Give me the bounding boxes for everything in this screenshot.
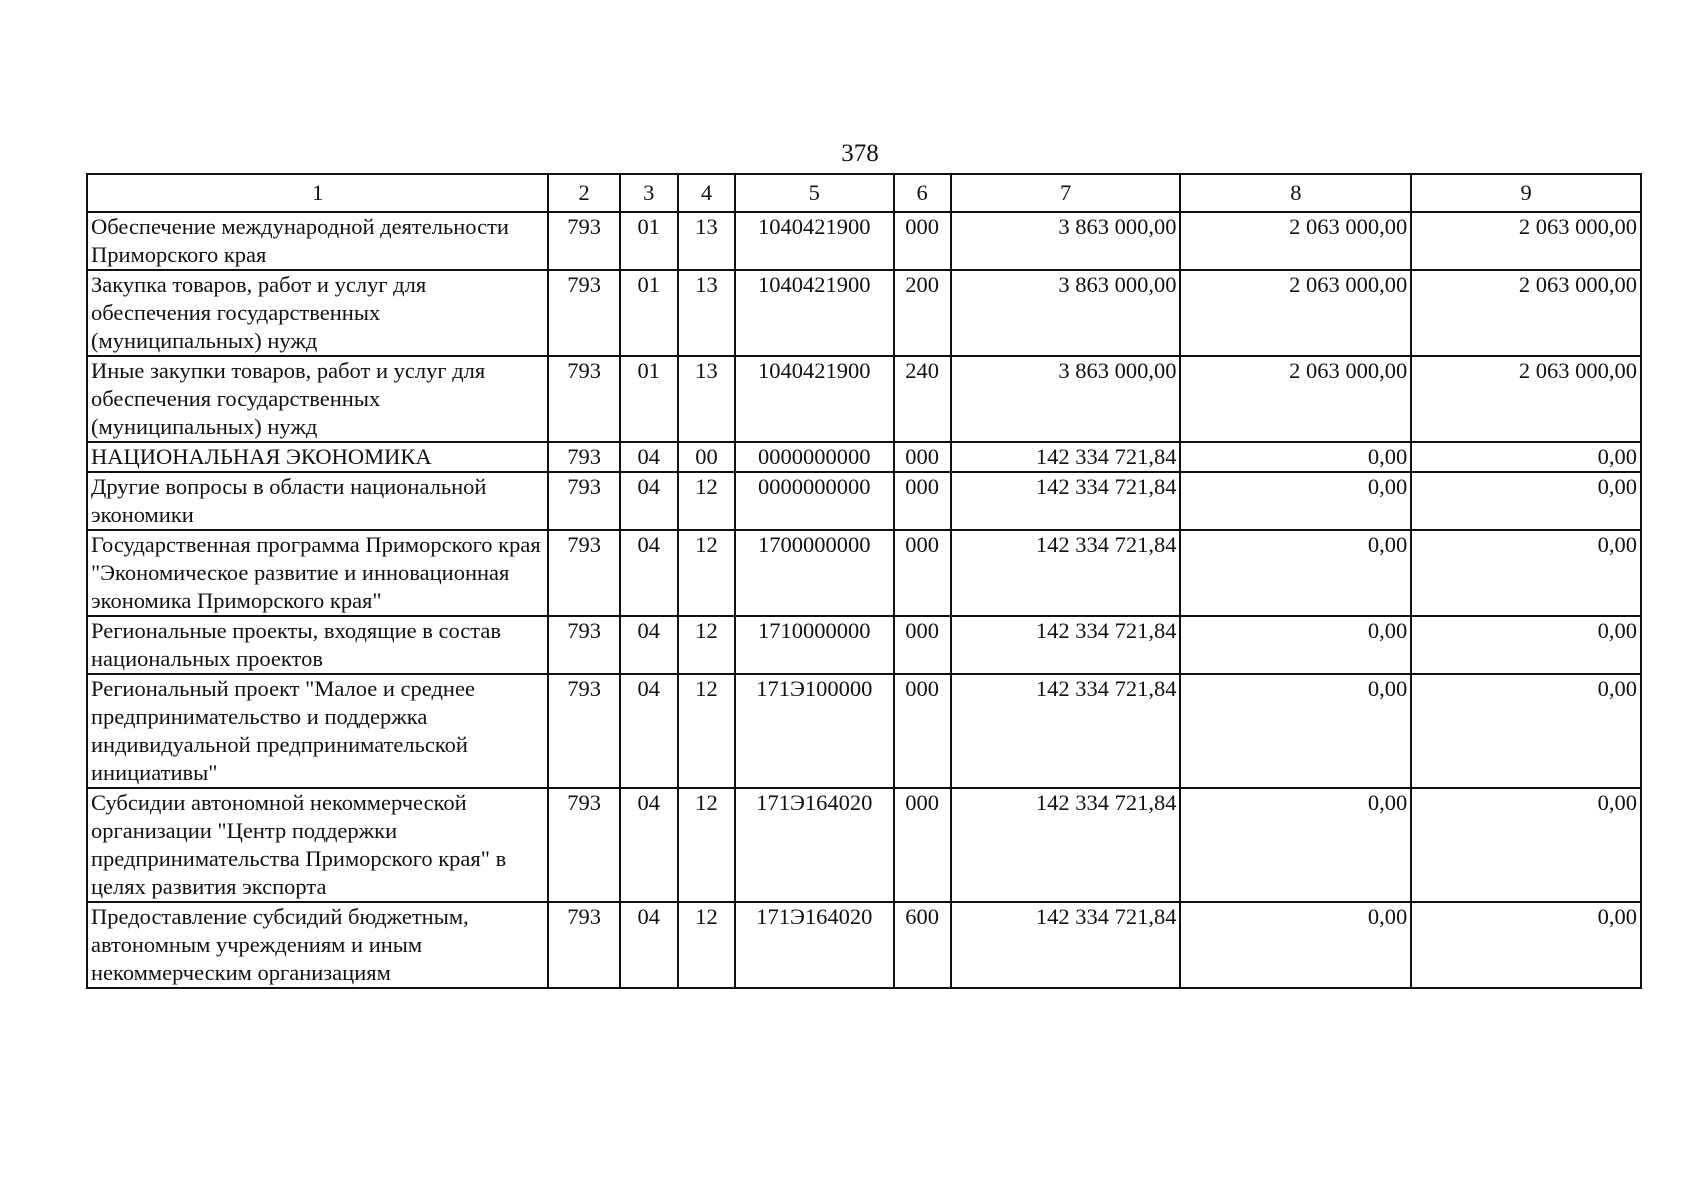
row-amount-8: 0,00	[1180, 472, 1411, 530]
table-row	[87, 356, 1641, 442]
row-col-4: 12	[678, 472, 735, 530]
row-col-5: 1040421900	[735, 270, 894, 356]
row-col-2: 793	[548, 674, 619, 788]
row-col-4: 13	[678, 212, 735, 270]
page-number: 378	[841, 140, 879, 167]
row-col-6: 200	[894, 270, 951, 356]
header-cell-9: 9	[1411, 174, 1641, 212]
header-cell-6: 6	[894, 174, 951, 212]
row-col-2: 793	[548, 902, 619, 988]
row-name: Государственная программа Приморского края "Экономическое развитие и инновационная экономика Приморского края"	[87, 530, 548, 616]
row-amount-9: 0,00	[1411, 530, 1641, 616]
row-col-2: 793	[548, 356, 619, 442]
row-amount-8: 0,00	[1180, 530, 1411, 616]
header-cell-2: 2	[548, 174, 619, 212]
table-row	[87, 472, 1641, 530]
row-col-2: 793	[548, 530, 619, 616]
row-col-6: 240	[894, 356, 951, 442]
row-col-6: 600	[894, 902, 951, 988]
row-amount-8: 0,00	[1180, 442, 1411, 472]
row-col-5: 0000000000	[735, 472, 894, 530]
row-amount-7: 142 334 721,84	[951, 788, 1181, 902]
header-cell-8: 8	[1180, 174, 1411, 212]
header-cell-4: 4	[678, 174, 735, 212]
row-col-3: 04	[620, 616, 678, 674]
row-col-6: 000	[894, 212, 951, 270]
row-amount-9: 0,00	[1411, 442, 1641, 472]
table-row	[87, 212, 1641, 270]
row-col-3: 04	[620, 674, 678, 788]
row-col-6: 000	[894, 442, 951, 472]
row-col-5: 1040421900	[735, 212, 894, 270]
row-amount-9: 0,00	[1411, 902, 1641, 988]
header-cell-1: 1	[87, 174, 548, 212]
row-col-5: 171Э164020	[735, 788, 894, 902]
row-col-4: 12	[678, 902, 735, 988]
header-cell-5: 5	[735, 174, 894, 212]
row-name: Региональные проекты, входящие в состав национальных проектов	[87, 616, 548, 674]
row-amount-8: 2 063 000,00	[1180, 212, 1411, 270]
row-amount-7: 142 334 721,84	[951, 616, 1181, 674]
row-name: Закупка товаров, работ и услуг для обеспечения государственных (муниципальных) нужд	[87, 270, 548, 356]
header-cell-7: 7	[951, 174, 1181, 212]
row-amount-7: 142 334 721,84	[951, 472, 1181, 530]
row-name: Обеспечение международной деятельности Приморского края	[87, 212, 548, 270]
row-col-6: 000	[894, 616, 951, 674]
row-amount-8: 0,00	[1180, 616, 1411, 674]
row-col-5: 1040421900	[735, 356, 894, 442]
table-row	[87, 902, 1641, 988]
table-row	[87, 616, 1641, 674]
row-col-3: 04	[620, 788, 678, 902]
row-col-2: 793	[548, 616, 619, 674]
budget-table	[86, 173, 1642, 989]
row-col-2: 793	[548, 212, 619, 270]
row-amount-9: 2 063 000,00	[1411, 212, 1641, 270]
row-col-3: 04	[620, 530, 678, 616]
row-col-6: 000	[894, 530, 951, 616]
row-amount-9: 0,00	[1411, 472, 1641, 530]
row-col-5: 0000000000	[735, 442, 894, 472]
row-amount-9: 2 063 000,00	[1411, 270, 1641, 356]
row-amount-8: 0,00	[1180, 788, 1411, 902]
row-col-4: 12	[678, 616, 735, 674]
row-col-5: 171Э100000	[735, 674, 894, 788]
row-name: НАЦИОНАЛЬНАЯ ЭКОНОМИКА	[87, 442, 548, 472]
row-amount-7: 142 334 721,84	[951, 902, 1181, 988]
row-col-3: 01	[620, 212, 678, 270]
row-amount-7: 3 863 000,00	[951, 356, 1181, 442]
row-amount-7: 142 334 721,84	[951, 442, 1181, 472]
row-amount-9: 2 063 000,00	[1411, 356, 1641, 442]
row-col-6: 000	[894, 674, 951, 788]
table-row	[87, 270, 1641, 356]
header-cell-3: 3	[620, 174, 678, 212]
row-col-3: 01	[620, 356, 678, 442]
table-row	[87, 788, 1641, 902]
table-row	[87, 530, 1641, 616]
row-amount-7: 3 863 000,00	[951, 270, 1181, 356]
row-amount-7: 142 334 721,84	[951, 530, 1181, 616]
row-col-4: 13	[678, 270, 735, 356]
row-amount-7: 142 334 721,84	[951, 674, 1181, 788]
row-amount-8: 2 063 000,00	[1180, 270, 1411, 356]
row-amount-9: 0,00	[1411, 674, 1641, 788]
row-amount-8: 0,00	[1180, 902, 1411, 988]
row-amount-9: 0,00	[1411, 616, 1641, 674]
header-row	[87, 174, 1641, 212]
row-name: Другие вопросы в области национальной экономики	[87, 472, 548, 530]
row-col-4: 12	[678, 674, 735, 788]
row-col-6: 000	[894, 788, 951, 902]
row-col-2: 793	[548, 788, 619, 902]
row-name: Иные закупки товаров, работ и услуг для обеспечения государственных (муниципальных) нужд	[87, 356, 548, 442]
row-col-5: 171Э164020	[735, 902, 894, 988]
row-amount-9: 0,00	[1411, 788, 1641, 902]
row-col-4: 13	[678, 356, 735, 442]
row-col-4: 00	[678, 442, 735, 472]
row-amount-8: 2 063 000,00	[1180, 356, 1411, 442]
row-col-5: 1700000000	[735, 530, 894, 616]
row-amount-7: 3 863 000,00	[951, 212, 1181, 270]
row-col-3: 04	[620, 902, 678, 988]
row-col-3: 04	[620, 442, 678, 472]
row-col-4: 12	[678, 530, 735, 616]
row-amount-8: 0,00	[1180, 674, 1411, 788]
row-col-3: 01	[620, 270, 678, 356]
row-col-5: 1710000000	[735, 616, 894, 674]
row-name: Субсидии автономной некоммерческой организации "Центр поддержки предпринимательства Приморского края" в целях развития экспорта	[87, 788, 548, 902]
row-col-6: 000	[894, 472, 951, 530]
row-name: Региональный проект "Малое и среднее предпринимательство и поддержка индивидуальной предпринимательской инициативы"	[87, 674, 548, 788]
table-row	[87, 442, 1641, 472]
row-name: Предоставление субсидий бюджетным, автономным учреждениям и иным некоммерческим организациям	[87, 902, 548, 988]
row-col-4: 12	[678, 788, 735, 902]
table-row	[87, 674, 1641, 788]
row-col-2: 793	[548, 270, 619, 356]
row-col-2: 793	[548, 442, 619, 472]
row-col-3: 04	[620, 472, 678, 530]
row-col-2: 793	[548, 472, 619, 530]
